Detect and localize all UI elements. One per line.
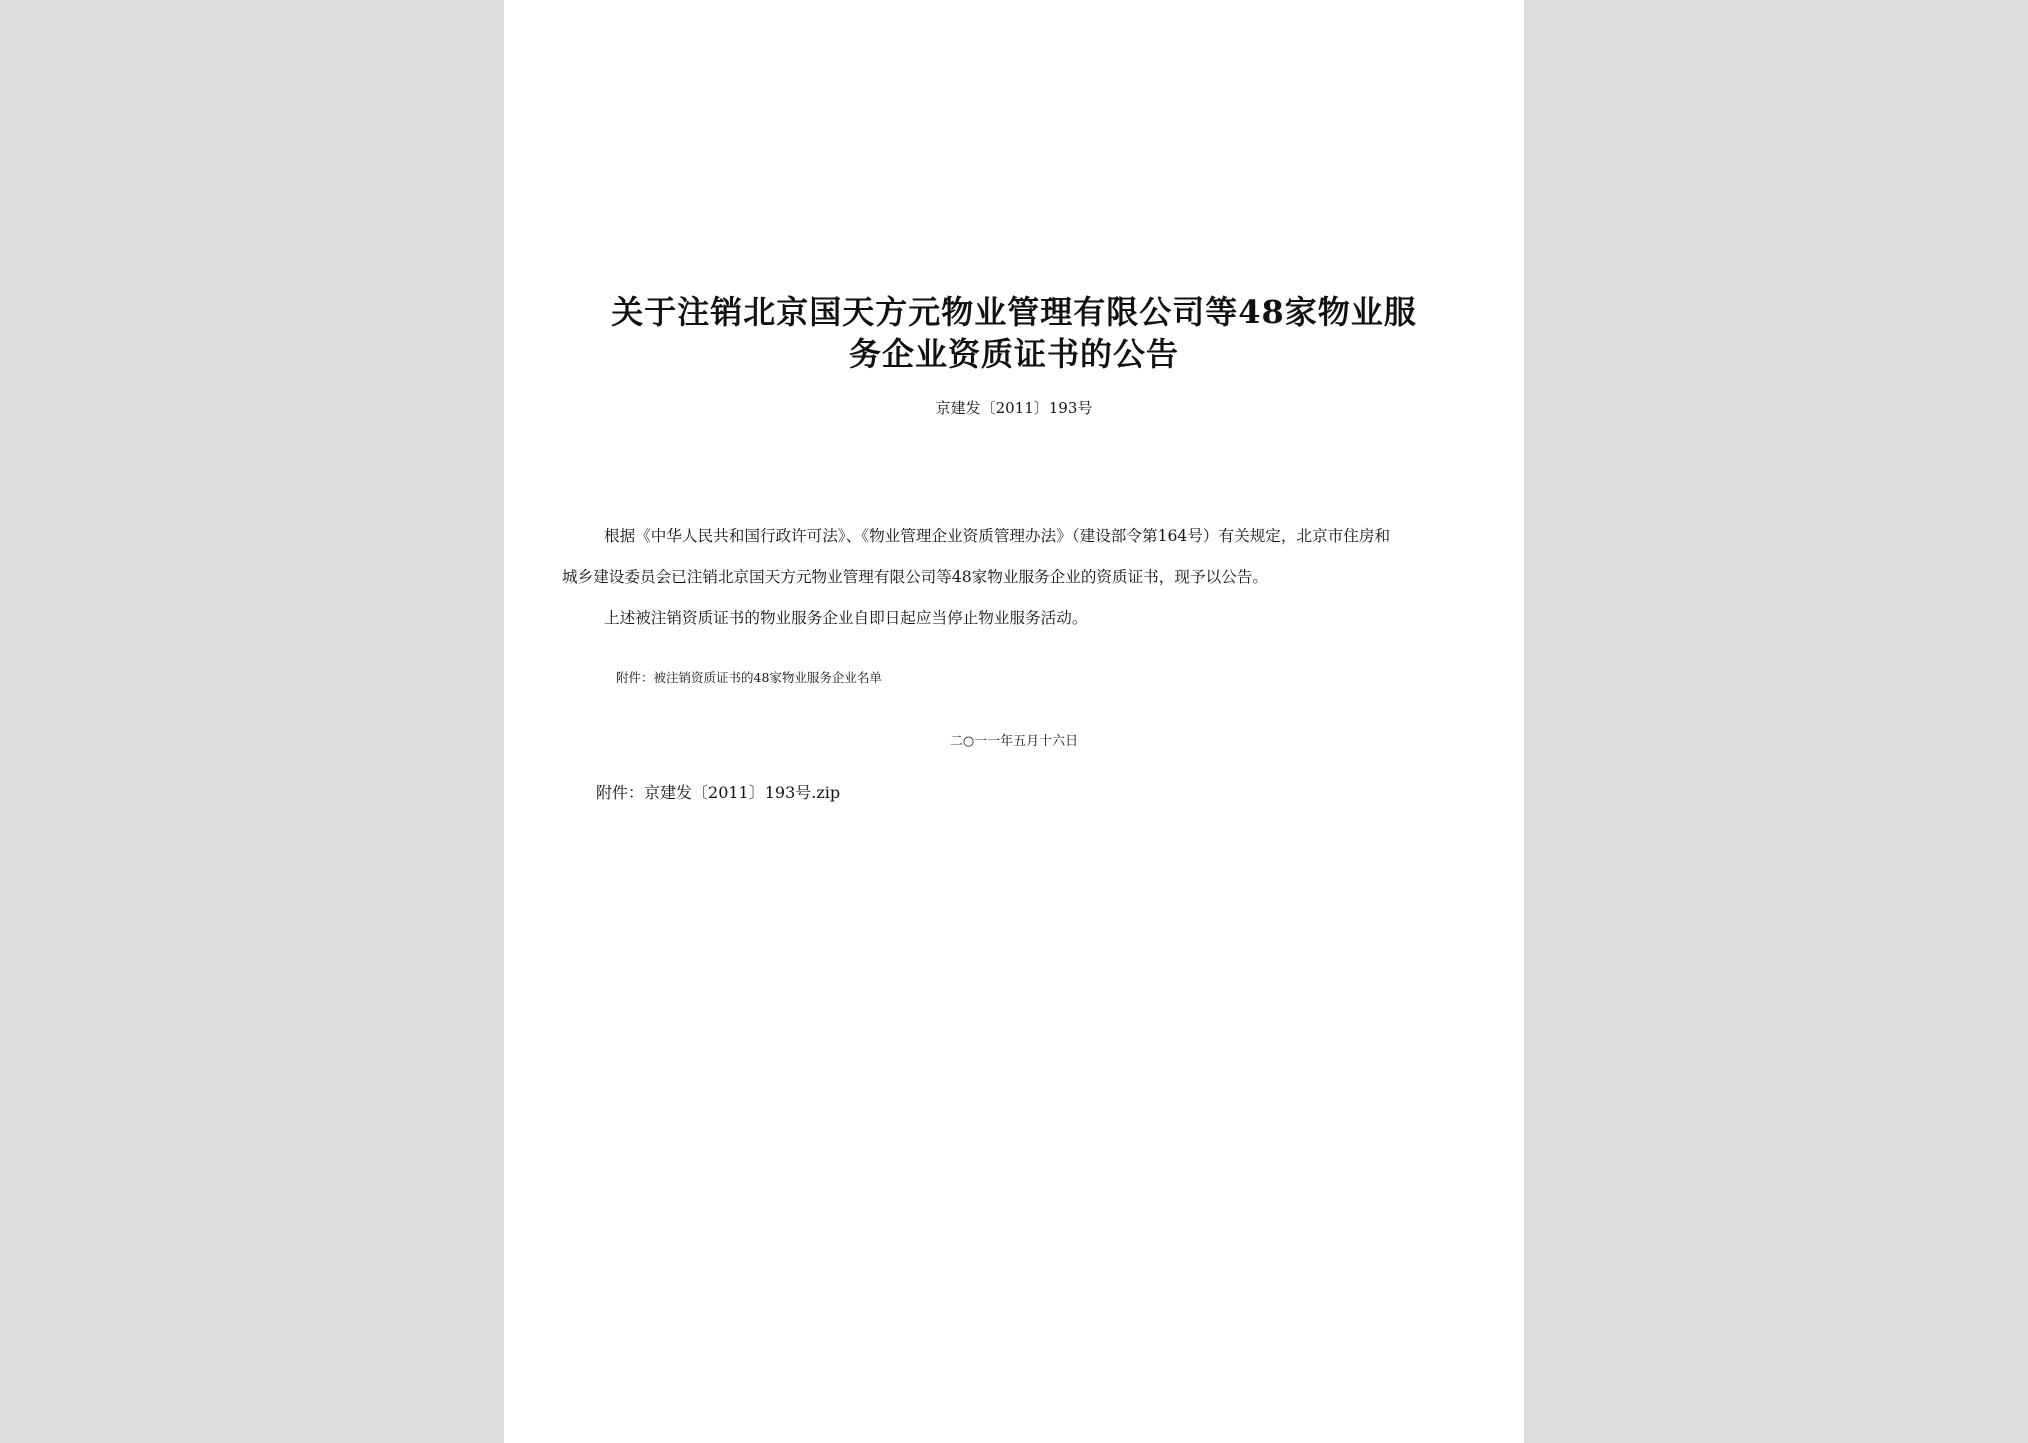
body-paragraph-3: 上述被注销资质证书的物业服务企业自即日起应当停止物业服务活动。 xyxy=(604,609,1088,627)
attachment-download xyxy=(596,780,840,806)
attachment-file-link[interactable]: 京建发〔2011〕193号.zip xyxy=(644,783,841,802)
attachment-note: 附件：被注销资质证书的48家物业服务企业名单 xyxy=(616,670,882,685)
body-paragraph-2: 城乡建设委员会已注销北京国天方元物业管理有限公司等48家物业服务企业的资质证书，现予以公告。 xyxy=(562,568,1268,586)
document-page xyxy=(504,0,1524,1443)
document-title-line-1: 关于注销北京国天方元物业管理有限公司等48家物业服 xyxy=(611,293,1417,331)
attachment-label: 附件： xyxy=(596,783,645,802)
issue-date: 二○一一年五月十六日 xyxy=(949,734,1079,749)
document-number: 京建发〔2011〕193号 xyxy=(935,399,1093,417)
document-title-line-2: 务企业资质证书的公告 xyxy=(848,335,1179,373)
body-paragraph-1: 根据《中华人民共和国行政许可法》、《物业管理企业资质管理办法》（建设部令第164号）有关规定，北京市住房和 xyxy=(604,527,1391,545)
